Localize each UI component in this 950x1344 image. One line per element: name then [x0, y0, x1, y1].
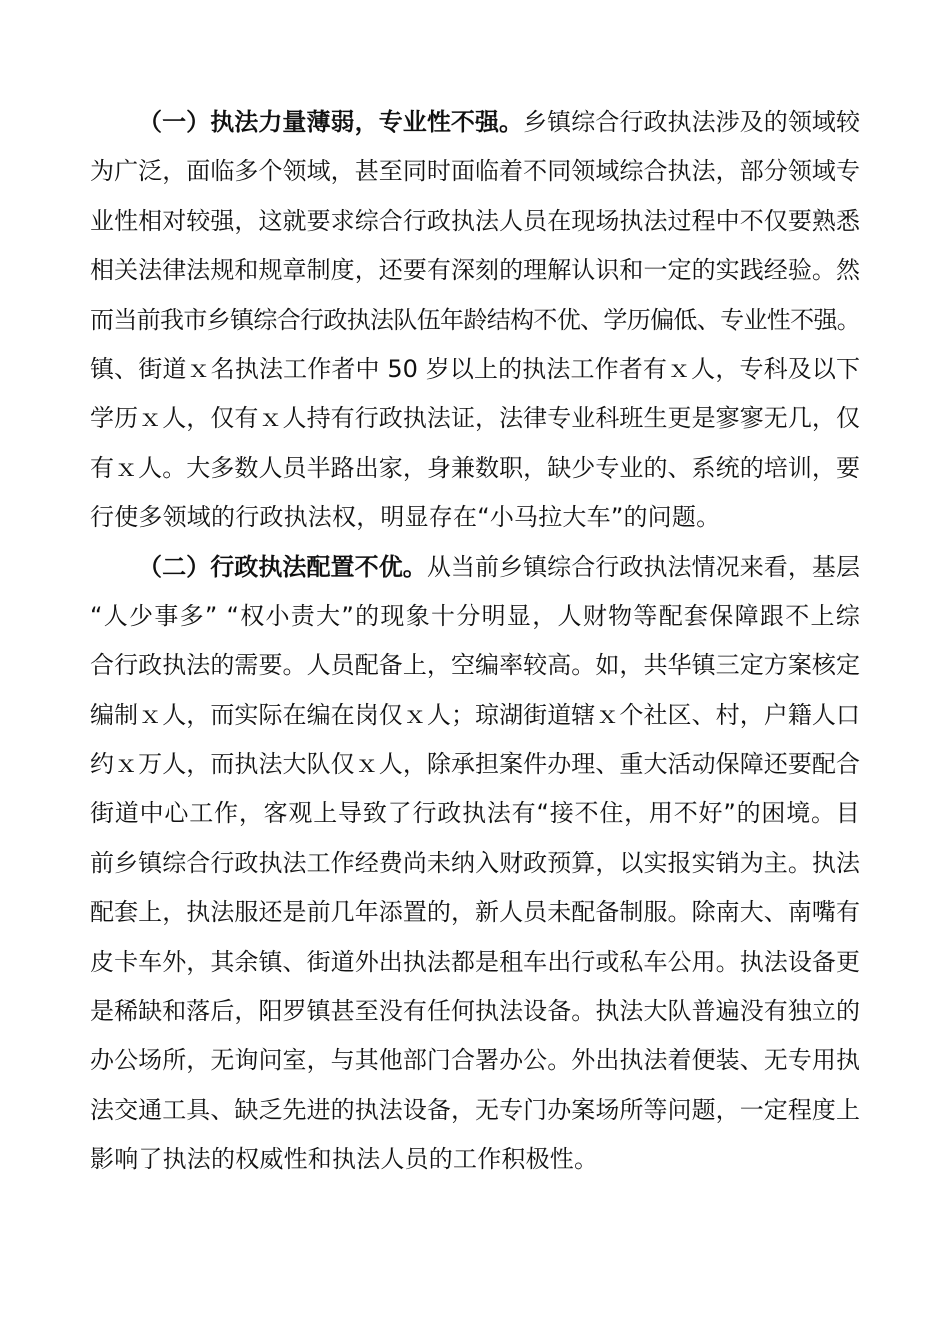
section-1-heading: （一）执法力量薄弱，专业性不强。: [138, 108, 524, 136]
paragraph-line: 有ｘ人。大多数人员半路出家，身兼数职，缺少专业的、系统的培训，要: [90, 453, 860, 482]
paragraph-line: 办公场所，无询问室，与其他部门合署办公。外出执法着便装、无专用执: [90, 1046, 860, 1075]
section-1: [90, 98, 860, 543]
paragraph-line: 业性相对较强，这就要求综合行政执法人员在现场执法过程中不仅要熟悉: [90, 206, 860, 235]
paragraph-line: 配套上，执法服还是前几年添置的，新人员未配备制服。除南大、南嘴有: [90, 898, 860, 927]
paragraph-line-last: 影响了执法的权威性和执法人员的工作积极性。: [90, 1145, 599, 1174]
paragraph-line: 街道中心工作，客观上导致了行政执法有“接不住，用不好”的困境。目: [90, 799, 860, 828]
section-2-first-line-text: 从当前乡镇综合行政执法情况来看，基层: [426, 552, 860, 581]
paragraph-line: 学历ｘ人，仅有ｘ人持有行政执法证，法律专业科班生更是寥寥无几，仅: [90, 404, 860, 433]
paragraph-line: 编制ｘ人，而实际在编在岗仅ｘ人；琼湖街道辖ｘ个社区、村，户籍人口: [90, 700, 860, 729]
paragraph-line: 为广泛，面临多个领域，甚至同时面临着不同领域综合执法，部分领域专: [90, 157, 860, 186]
paragraph-line: 镇、街道ｘ名执法工作者中 50 岁以上的执法工作者有ｘ人，专科及以下: [90, 354, 860, 383]
section-1-first-line-text: 乡镇综合行政执法涉及的领域较: [523, 108, 861, 136]
paragraph-line: 约ｘ万人，而执法大队仅ｘ人，除承担案件办理、重大活动保障还要配合: [90, 750, 860, 779]
section-1-first-line: [90, 98, 860, 147]
paragraph-line: 皮卡车外，其余镇、街道外出执法都是租车出行或私车公用。执法设备更: [90, 947, 860, 976]
paragraph-line: 合行政执法的需要。人员配备上，空编率较高。如，共华镇三定方案核定: [90, 651, 860, 680]
section-2-heading: （二）行政执法配置不优。: [138, 552, 427, 581]
paragraph-line: “人少事多” “权小责大”的现象十分明显，人财物等配套保障跟不上综: [90, 601, 860, 630]
paragraph-line: 而当前我市乡镇综合行政执法队伍年龄结构不优、学历偏低、专业性不强。: [90, 305, 860, 334]
document-body: [90, 98, 860, 1185]
section-2-first-line: [90, 543, 860, 592]
paragraph-line: 相关法律法规和规章制度，还要有深刻的理解认识和一定的实践经验。然: [90, 256, 860, 285]
section-2: [90, 543, 860, 1185]
paragraph-line-last: 行使多领域的行政执法权，明显存在“小马拉大车”的问题。: [90, 503, 721, 532]
paragraph-line: 是稀缺和落后，阳罗镇甚至没有任何执法设备。执法大队普遍没有独立的: [90, 997, 860, 1026]
paragraph-line: 法交通工具、缺乏先进的执法设备，无专门办案场所等问题，一定程度上: [90, 1095, 860, 1124]
paragraph-line: 前乡镇综合行政执法工作经费尚未纳入财政预算，以实报实销为主。执法: [90, 848, 860, 877]
